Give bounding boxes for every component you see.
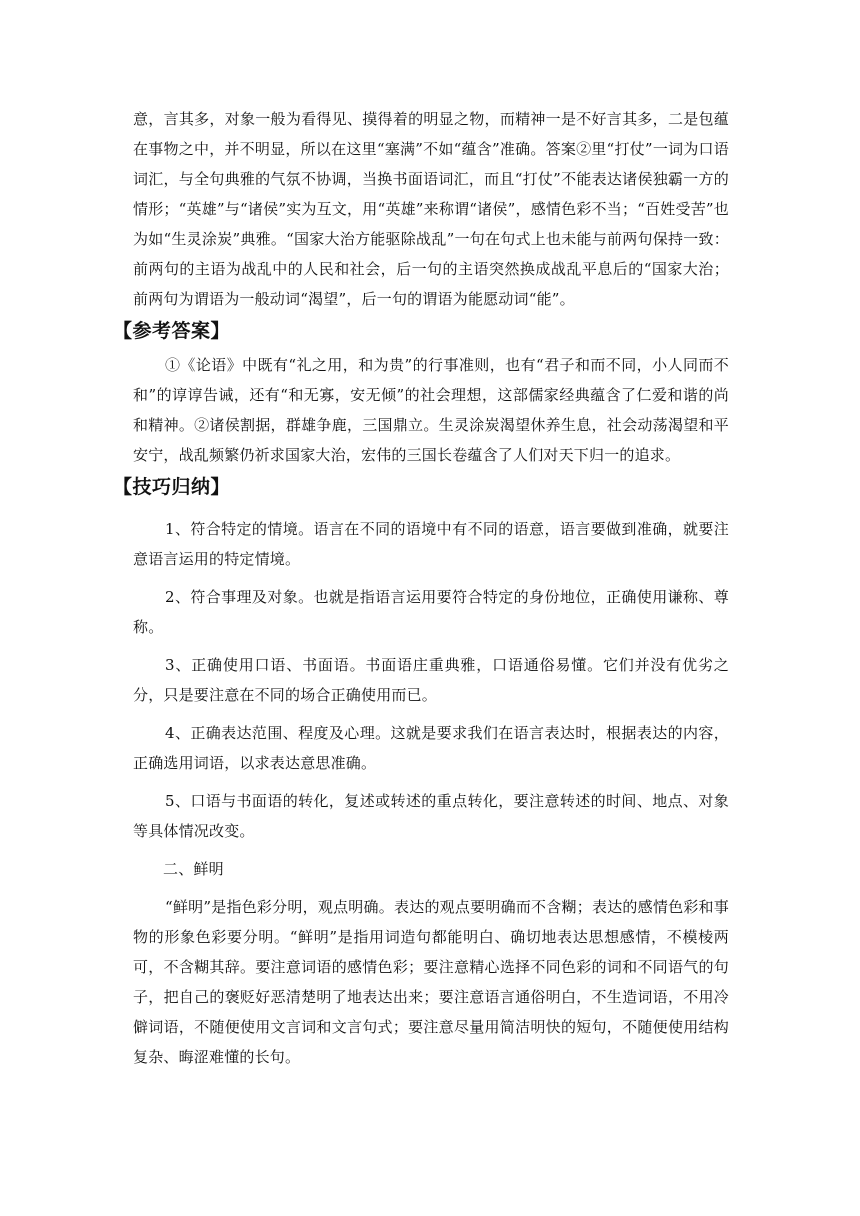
skill-item-3: 3、正确使用口语、书面语。书面语庄重典雅，口语通俗易懂。它们并没有优劣之分，只是要注意在不同的场合正确使用而已。 xyxy=(133,656,729,704)
skill-item-1: 1、符合特定的情境。语言在不同的语境中有不同的语意，语言要做到准确，就要注意语言运用的特定情境。 xyxy=(133,520,729,568)
analysis-paragraph: 意，言其多，对象一般为看得见、摸得着的明显之物，而精神一是不好言其多，二是包蕴在事物之中，并不明显，所以在这里“塞满”不如“蕴含”准确。答案②里“打仗”一词为口语词汇，与全句典雅的气氛不协调，当换书面语词汇，而且“打仗”不能表达诸侯独霸一方的情形；“英雄”与“诸侯”实为互文，用“英雄”来称谓“诸侯”，感情色彩不当；“百姓受苦”也为如“生灵涂炭”典雅。“国家大治方能驱除战乱”一句在句式上也未能与前两句保持一致：前两句的主语为战乱中的人民和社会，后一句的主语突然换成战乱平息后的“国家大治；前两句为谓语为一般动词“渴望”，后一句的谓语为能愿动词“能”。 xyxy=(133,110,729,308)
section-two-body: “鲜明”是指色彩分明，观点明确。表达的观点要明确而不含糊；表达的感情色彩和事物的形象色彩要分明。“鲜明”是指用词造句都能明白、确切地表达思想感情，不模棱两可，不含糊其辞。要注意词语的感情色彩；要注意精心选择不同色彩的词和不同语气的句子，把自己的褒贬好恶清楚明了地表达出来；要注意语言通俗明白，不生造词语，不用冷僻词语，不随便使用文言词和文言句式；要注意尽量用简洁明快的短句，不随便使用结构复杂、晦涩难懂的长句。 xyxy=(133,898,729,1066)
section-two-title: 二、鲜明 xyxy=(163,860,224,878)
skill-item-5: 5、口语与书面语的转化，复述或转述的重点转化，要注意转述的时间、地点、对象等具体情况改变。 xyxy=(133,792,729,840)
skill-item-2: 2、符合事理及对象。也就是指语言运用要符合特定的身份地位，正确使用谦称、尊称。 xyxy=(133,588,729,636)
spacer xyxy=(133,778,729,786)
spacer xyxy=(133,710,729,718)
spacer xyxy=(133,506,729,514)
skills-summary-heading: 【技巧归纳】 xyxy=(113,476,231,498)
skill-item-4: 4、正确表达范围、程度及心理。这就是要求我们在语言表达时，根据表达的内容，正确选用词语，以求表达意思准确。 xyxy=(133,724,729,772)
page-content xyxy=(113,104,729,1072)
spacer xyxy=(133,884,729,892)
reference-answer-paragraph: ①《论语》中既有“礼之用，和为贵”的行事准则，也有“君子和而不同，小人同而不和”的谆谆告诫，还有“和无寡，安无倾”的社会理想，这部儒家经典蕴含了仁爱和谐的尚和精神。②诸侯割据，群雄争鹿，三国鼎立。生灵涂炭渴望休养生息，社会动荡渴望和平安宁，战乱频繁仍祈求国家大治，宏伟的三国长卷蕴含了人们对天下归一的追求。 xyxy=(133,356,729,464)
spacer xyxy=(133,574,729,582)
spacer xyxy=(133,846,729,854)
reference-answer-heading: 【参考答案】 xyxy=(113,320,231,342)
spacer xyxy=(133,642,729,650)
